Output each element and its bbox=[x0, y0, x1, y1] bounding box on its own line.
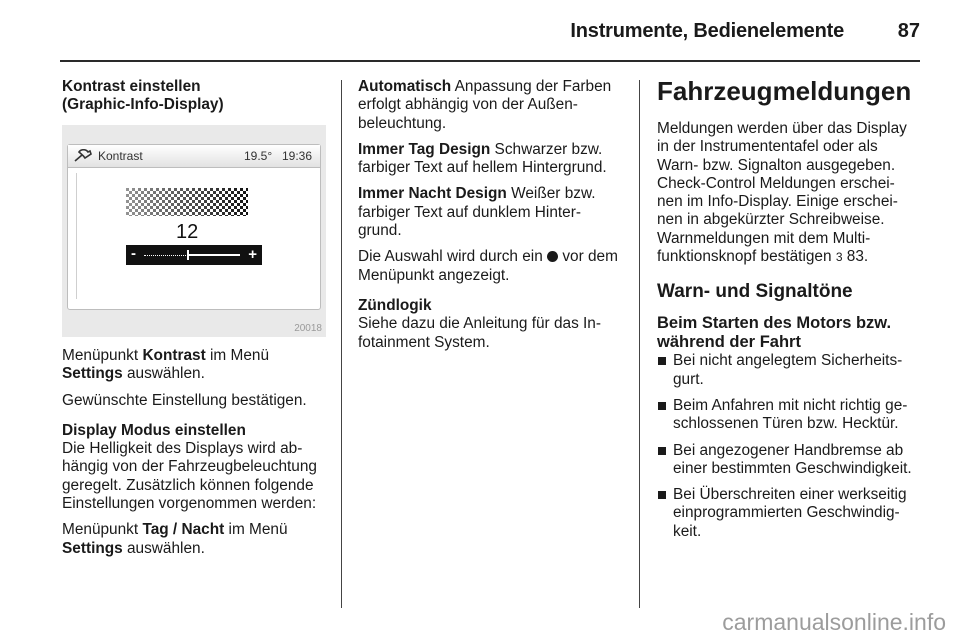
selection-note: Die Auswahl wird durch ein vor dem Menüpunkt angezeigt. bbox=[358, 248, 618, 284]
contrast-pattern bbox=[126, 188, 248, 216]
left-column-text bbox=[62, 347, 332, 566]
page-reference-icon: 3 bbox=[835, 250, 843, 265]
list-item: Beim Anfahren mit nicht richtig ge- schlossenen Türen bzw. Hecktür. bbox=[657, 397, 927, 434]
display-title-bar bbox=[68, 145, 320, 168]
warning-tone-list bbox=[657, 352, 927, 541]
selection-dot-icon bbox=[547, 251, 558, 262]
display-mode-heading: Display Modus einstellen bbox=[62, 421, 246, 439]
option-day-design: Immer Tag Design Schwarzer bzw. farbiger Text auf hellem Hintergrund. bbox=[358, 140, 607, 177]
list-item: Bei angezogener Handbremse ab einer bestimmten Geschwindigkeit. bbox=[657, 442, 927, 479]
engine-start-heading: Beim Starten des Motors bzw. während der Fahrt bbox=[657, 314, 892, 352]
settings-wrench-icon bbox=[74, 149, 92, 163]
contrast-slider[interactable] bbox=[126, 245, 262, 265]
right-column bbox=[657, 76, 927, 549]
contrast-instruction: Menüpunkt Kontrast im Menü Settings auswählen. bbox=[62, 347, 270, 383]
middle-column bbox=[358, 78, 630, 360]
display-screen bbox=[67, 144, 321, 310]
option-night-design: Immer Nacht Design Weißer bzw. farbiger Text auf dunklem Hinter- grund. bbox=[358, 185, 596, 240]
warning-tones-heading: Warn- und Signaltöne bbox=[657, 281, 853, 303]
vehicle-messages-text: Meldungen werden über das Display in der Instrumententafel oder als Warn- bzw. Signalton ausgegeben. Check-Control Meldungen erschei- nen im Info-Display. Einige erschei- nen in abgekürzter Schreibweise. Warnmeldungen mit dem Multi- funktionsknopf bestätigen 3 83. bbox=[657, 120, 907, 266]
header-rule bbox=[60, 60, 920, 62]
column-divider-2 bbox=[639, 80, 640, 608]
option-automatic: Automatisch Anpassung der Farben erfolgt abhängig von der Außen- beleuchtung. bbox=[358, 78, 612, 132]
watermark: carmanualsonline.info bbox=[722, 609, 946, 635]
list-item: Bei Überschreiten einer werkseitig einprogrammierten Geschwindig- keit. bbox=[657, 486, 927, 541]
day-night-instruction: Menüpunkt Tag / Nacht im Menü Settings auswählen. bbox=[62, 521, 288, 557]
contrast-heading: Kontrast einstellen (Graphic-Info-Display) bbox=[62, 78, 224, 114]
display-temperature: 19.5° bbox=[244, 149, 273, 163]
display-title: Kontrast bbox=[98, 149, 143, 163]
left-column bbox=[62, 78, 332, 115]
contrast-value: 12 bbox=[176, 221, 199, 243]
ignition-text: Siehe dazu die Anleitung für das In- fotainment System. bbox=[358, 315, 601, 351]
slider-thumb[interactable] bbox=[187, 250, 189, 260]
column-divider-1 bbox=[341, 80, 342, 608]
slider-minus[interactable]: - bbox=[131, 245, 136, 262]
slider-fill bbox=[187, 254, 240, 256]
vehicle-messages-heading: Fahrzeugmeldungen bbox=[657, 76, 912, 106]
page-header bbox=[0, 0, 960, 62]
list-item: Bei nicht angelegtem Sicherheits- gurt. bbox=[657, 352, 927, 389]
ignition-heading: Zündlogik bbox=[358, 296, 432, 314]
slider-plus[interactable]: + bbox=[248, 246, 257, 263]
confirm-instruction: Gewünschte Einstellung bestätigen. bbox=[62, 391, 307, 409]
figure-number: 20018 bbox=[294, 323, 322, 334]
section-title: Instrumente, Bedienelemente bbox=[570, 20, 844, 42]
display-mode-text: Die Helligkeit des Displays wird ab- hängig von der Fahrzeugbeleuchtung geregelt. Zusätzlich können folgende Einstellungen vorgenommen werden: bbox=[62, 440, 317, 513]
display-time: 19:36 bbox=[282, 149, 313, 163]
page-number: 87 bbox=[897, 20, 920, 42]
display-figure bbox=[62, 125, 326, 337]
